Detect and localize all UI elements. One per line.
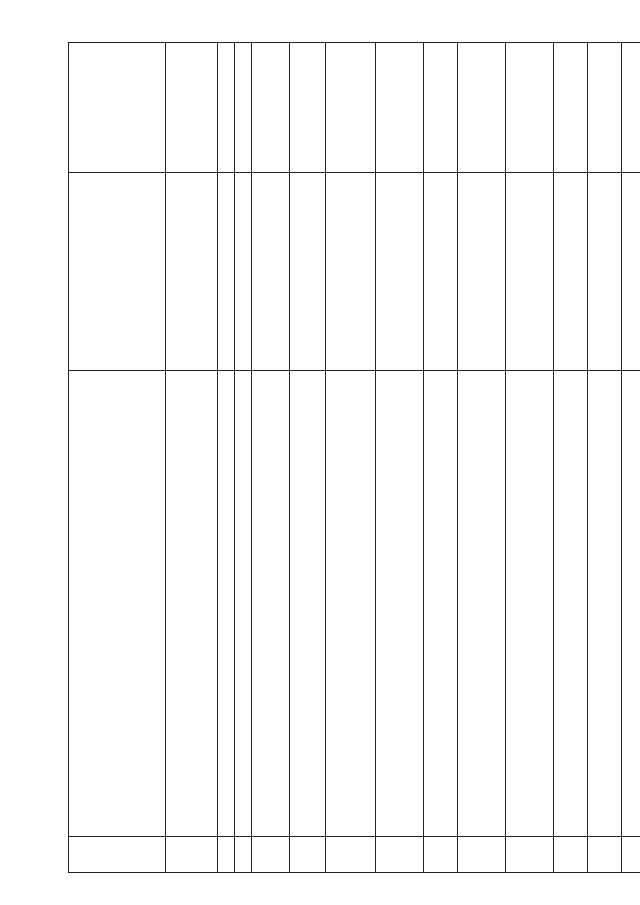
row-measure-name xyxy=(252,371,290,837)
row-answer-cell[interactable] xyxy=(458,43,506,173)
row-legal-reference xyxy=(588,173,622,371)
table-row xyxy=(506,43,554,873)
row-answer-cell[interactable] xyxy=(166,43,218,173)
row-legal-reference xyxy=(166,173,218,371)
row-answer-cell[interactable] xyxy=(376,43,424,173)
row-number xyxy=(326,837,376,873)
row-legal-reference xyxy=(424,173,458,371)
row-legal-reference xyxy=(218,173,235,371)
row-legal-reference xyxy=(506,173,554,371)
row-legal-reference xyxy=(458,173,506,371)
table-row xyxy=(554,43,588,873)
table-row xyxy=(326,43,376,873)
row-measure-name xyxy=(166,371,218,837)
row-number xyxy=(554,837,588,873)
row-answer-cell[interactable] xyxy=(588,43,622,173)
table-row xyxy=(235,43,252,873)
row-answer-cell[interactable] xyxy=(622,43,640,173)
row-number xyxy=(622,837,640,873)
row-number xyxy=(458,837,506,873)
row-number xyxy=(235,837,252,873)
table-row xyxy=(376,43,424,873)
row-measure-name xyxy=(622,371,640,837)
row-answer-cell[interactable] xyxy=(290,43,326,173)
row-answer-cell[interactable] xyxy=(218,43,235,173)
header-legal-reference xyxy=(69,173,166,371)
row-number xyxy=(252,837,290,873)
row-measure-name xyxy=(218,371,235,837)
table-row xyxy=(622,43,640,873)
table-row xyxy=(588,43,622,873)
row-measure-name xyxy=(506,371,554,837)
row-measure-name xyxy=(376,371,424,837)
row-measure-name xyxy=(424,371,458,837)
row-legal-reference xyxy=(235,173,252,371)
row-legal-reference xyxy=(326,173,376,371)
row-answer-cell[interactable] xyxy=(424,43,458,173)
row-legal-reference xyxy=(622,173,640,371)
table-row xyxy=(252,43,290,873)
row-legal-reference xyxy=(252,173,290,371)
table-row xyxy=(424,43,458,873)
row-number xyxy=(376,837,424,873)
row-number xyxy=(424,837,458,873)
row-answer-cell[interactable] xyxy=(235,43,252,173)
row-answer-cell[interactable] xyxy=(554,43,588,173)
header-number xyxy=(69,837,166,873)
table-header-row xyxy=(69,43,166,873)
row-number xyxy=(506,837,554,873)
checklist-table xyxy=(68,42,640,873)
row-number xyxy=(166,837,218,873)
row-answer-cell[interactable] xyxy=(326,43,376,173)
table-row xyxy=(166,43,218,873)
row-measure-name xyxy=(235,371,252,837)
row-measure-name xyxy=(554,371,588,837)
row-answer-cell[interactable] xyxy=(252,43,290,173)
table-row xyxy=(218,43,235,873)
row-legal-reference xyxy=(554,173,588,371)
header-measure-name xyxy=(69,371,166,837)
table-row xyxy=(290,43,326,873)
row-number xyxy=(588,837,622,873)
header-answers xyxy=(69,43,166,173)
row-answer-cell[interactable] xyxy=(506,43,554,173)
row-legal-reference xyxy=(376,173,424,371)
row-measure-name xyxy=(290,371,326,837)
row-measure-name xyxy=(588,371,622,837)
checklist-table-container xyxy=(68,43,616,873)
table-row xyxy=(458,43,506,873)
row-legal-reference xyxy=(290,173,326,371)
row-measure-name xyxy=(326,371,376,837)
row-number xyxy=(218,837,235,873)
row-measure-name xyxy=(458,371,506,837)
row-number xyxy=(290,837,326,873)
